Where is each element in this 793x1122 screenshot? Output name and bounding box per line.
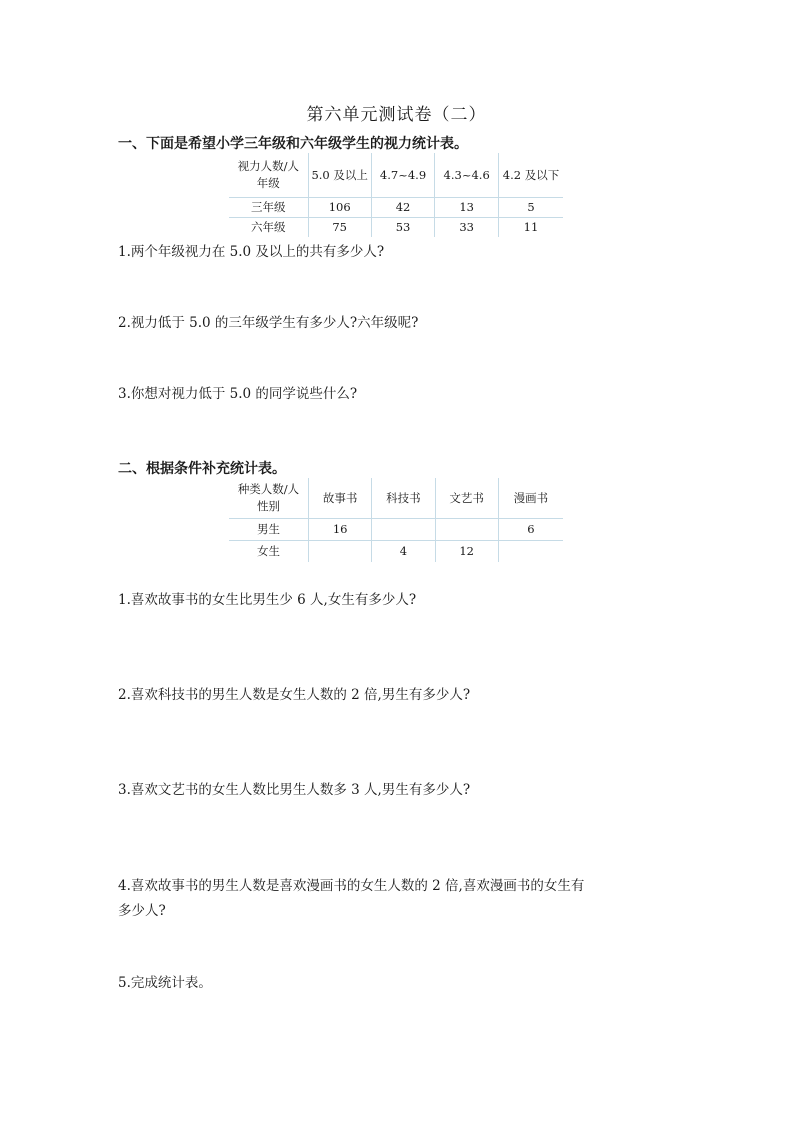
section-2-heading: 二、根据条件补充统计表。 bbox=[118, 461, 286, 477]
table-cell bbox=[435, 518, 498, 540]
column-header: 文艺书 bbox=[435, 478, 498, 518]
table-cell: 4 bbox=[372, 540, 435, 562]
table-cell: 13 bbox=[435, 197, 499, 217]
column-header: 故事书 bbox=[309, 478, 372, 518]
table-cell bbox=[498, 540, 563, 562]
table-cell: 11 bbox=[523, 220, 539, 235]
question-2-1: 1.喜欢故事书的女生比男生少 6 人,女生有多少人? bbox=[118, 592, 417, 608]
question-2-4-line-1: 4.喜欢故事书的男生人数是喜欢漫画书的女生人数的 2 倍,喜欢漫画书的女生有 bbox=[118, 878, 585, 894]
section-1-heading: 一、下面是希望小学三年级和六年级学生的视力统计表。 bbox=[118, 136, 468, 152]
table-cell: 16 bbox=[309, 518, 372, 540]
column-header: 4.7~4.9 bbox=[371, 153, 435, 197]
table-row bbox=[229, 518, 563, 540]
row-label: 女生 bbox=[229, 540, 309, 562]
row-label: 三年级 bbox=[229, 197, 308, 217]
table-cell: 53 bbox=[371, 217, 435, 237]
question-2-4-line-2: 多少人? bbox=[118, 903, 166, 919]
question-2-3: 3.喜欢文艺书的女生人数比男生人数多 3 人,男生有多少人? bbox=[118, 782, 471, 798]
column-header: 4.3~4.6 bbox=[435, 153, 499, 197]
corner-bottom-label: 年级 bbox=[256, 175, 280, 190]
column-header: 4.2 及以下 bbox=[498, 153, 563, 197]
column-header: 科技书 bbox=[372, 478, 435, 518]
question-2-5: 5.完成统计表。 bbox=[118, 975, 212, 991]
table-cell: 75 bbox=[308, 217, 371, 237]
table-cell bbox=[309, 540, 372, 562]
corner-top-label: 种类人数/人 bbox=[237, 481, 300, 496]
question-1-2: 2.视力低于 5.0 的三年级学生有多少人?六年级呢? bbox=[118, 315, 419, 331]
page-title: 第六单元测试卷（二） bbox=[306, 105, 487, 125]
book-stats-table bbox=[229, 478, 563, 562]
column-header: 漫画书 bbox=[498, 478, 563, 518]
corner-bottom-label: 性别 bbox=[257, 498, 280, 513]
table-row bbox=[229, 197, 563, 217]
question-2-2: 2.喜欢科技书的男生人数是女生人数的 2 倍,男生有多少人? bbox=[118, 687, 471, 703]
vision-stats-table bbox=[229, 153, 563, 237]
row-label: 六年级 bbox=[229, 217, 308, 237]
table-cell: 5 bbox=[498, 197, 563, 217]
table-row bbox=[229, 217, 563, 237]
table-corner-header bbox=[229, 478, 309, 518]
table-row bbox=[229, 540, 563, 562]
table-cell: 42 bbox=[371, 197, 435, 217]
column-header: 5.0 及以上 bbox=[308, 153, 371, 197]
row-label: 男生 bbox=[229, 518, 309, 540]
question-1-3: 3.你想对视力低于 5.0 的同学说些什么? bbox=[118, 386, 358, 402]
table-cell: 33 bbox=[435, 217, 499, 237]
table-cell: 106 bbox=[308, 197, 371, 217]
table-cell: 12 bbox=[435, 540, 498, 562]
question-1-1: 1.两个年级视力在 5.0 及以上的共有多少人? bbox=[118, 244, 385, 260]
table-cell bbox=[372, 518, 435, 540]
table-cell: 6 bbox=[498, 518, 563, 540]
table-corner-header bbox=[229, 153, 308, 197]
corner-top-label: 视力人数/人 bbox=[237, 158, 299, 173]
